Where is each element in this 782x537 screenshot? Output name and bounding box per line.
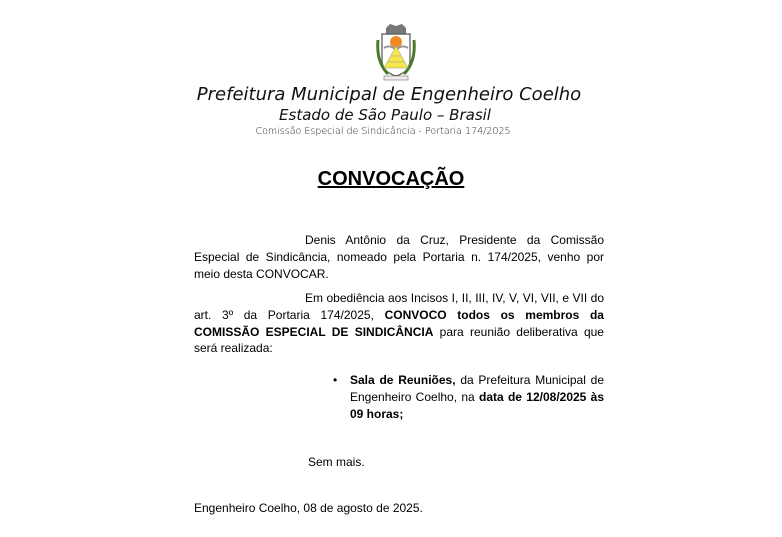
paragraph-text: para reunião deliberativa que será realizada: — [194, 324, 604, 356]
municipality-title: Prefeitura Municipal de Engenheiro Coelho — [196, 84, 582, 105]
paragraph-bold-text: CONVOCO todos os membros da COMISSÃO ESPECIAL DE SINDICÂNCIA — [194, 307, 604, 339]
paragraph-intro: Denis Antônio da Cruz, Presidente da Comissão Especial de Sindicância, nomeado pela Portaria n. 174/2025, venho por meio desta CONVOCAR. — [194, 233, 604, 281]
meeting-datetime: data de 12/08/2025 às 09 horas; — [350, 389, 604, 421]
paragraph-convocation — [194, 290, 604, 357]
document-title: CONVOCAÇÃO — [317, 168, 465, 190]
closing-text: Sem mais. — [308, 455, 365, 469]
paragraph-text: Em obediência aos Incisos I, II, III, IV, V, VI, VII, e VII do art. 3º da Portaria 174/2025, — [194, 291, 604, 322]
coat-of-arms-logo — [374, 22, 418, 87]
state-subtitle: Estado de São Paulo – Brasil — [279, 106, 491, 124]
commission-subtitle: Comissão Especial de Sindicância - Portaria 174/2025 — [255, 126, 511, 137]
location-bold: Sala de Reuniões, — [350, 373, 456, 387]
place-and-date: Engenheiro Coelho, 08 de agosto de 2025. — [194, 501, 423, 515]
location-text: da Prefeitura Municipal de Engenheiro Coelho, na — [350, 373, 605, 404]
bullet-icon: • — [333, 373, 338, 387]
